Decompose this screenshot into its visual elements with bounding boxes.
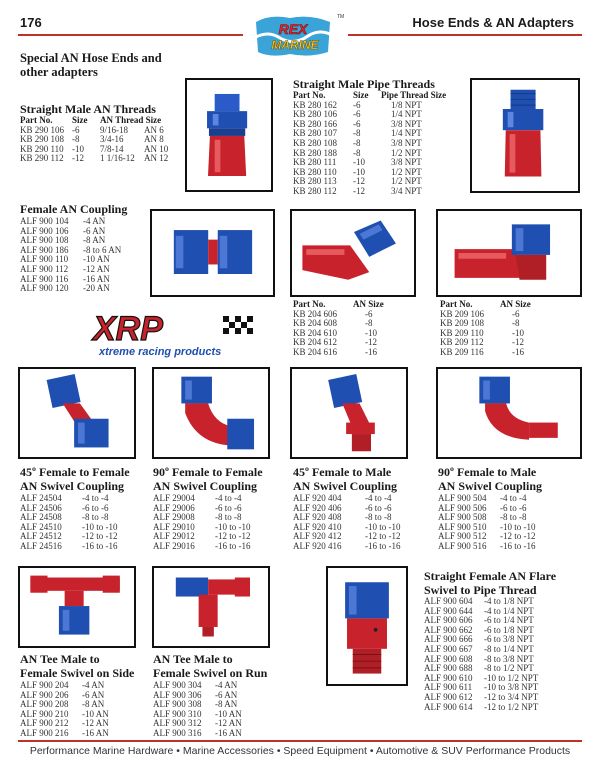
- column-header: AN Thread Size: [100, 115, 162, 125]
- section-title-female-an-coupling: Female AN Coupling: [20, 202, 128, 216]
- table-cell: 1/4 NPT: [391, 109, 422, 120]
- table-cell: AN 6: [144, 124, 164, 135]
- table-cell: ALF 900 504: [438, 493, 487, 503]
- title-line-1: 45º Female to Female: [20, 465, 130, 479]
- table-cell: ALF 900 512: [438, 531, 487, 542]
- table-cell: KB 204 612: [293, 337, 338, 348]
- table-cell: 1/2 NPT: [391, 176, 422, 187]
- table-cell: -6: [353, 99, 361, 110]
- table-cell: KB 204 608: [293, 318, 338, 329]
- table-cell: -10 to 1/2 NPT: [484, 672, 539, 683]
- table-cell: -6 to 1/4 NPT: [484, 615, 534, 626]
- section-title-90-female-female: [153, 465, 263, 493]
- table-cell: 1 1/16-12: [100, 153, 135, 164]
- table-cell: -10: [365, 327, 377, 338]
- table-cell: ALF 900 604: [424, 596, 473, 606]
- table-cell: -6 to -6: [215, 502, 242, 513]
- table-row: [153, 729, 283, 739]
- table-cell: -6: [353, 118, 361, 129]
- table-cell: -4 to -4: [365, 493, 392, 503]
- table-cell: -4 to -4: [82, 493, 109, 503]
- column-header: Part No.: [293, 299, 326, 309]
- table-cell: KB 290 112: [20, 153, 64, 164]
- header-rule: [18, 34, 243, 36]
- table-tee-swivel-run: [153, 681, 283, 739]
- title-line-1: 90º Female to Male: [438, 465, 537, 479]
- table-cell: ALF 900 611: [424, 682, 473, 693]
- brand-logo: [250, 12, 336, 58]
- table-cell: ALF 900 112: [20, 263, 69, 274]
- table-cell: 1/2 NPT: [391, 147, 422, 158]
- table-cell: ALF 900 508: [438, 512, 487, 523]
- table-cell: KB 204 616: [293, 346, 338, 357]
- page-number: 176: [20, 15, 42, 30]
- photo-45-female-female: [18, 367, 136, 459]
- table-cell: 9/16-18: [100, 124, 128, 135]
- table-cell: -12: [353, 176, 365, 187]
- photo-female-an-coupling: [150, 209, 275, 297]
- table-cell: KB 209 108: [440, 318, 485, 329]
- table-cell: -12: [512, 337, 524, 348]
- table-cell: KB 280 112: [293, 185, 337, 196]
- table-cell: -8 AN: [215, 699, 238, 710]
- table-cell: -4 AN: [82, 680, 105, 690]
- table-cell: -8: [353, 147, 361, 158]
- table-cell: -8 to -8: [82, 512, 109, 523]
- table-row: [20, 154, 185, 164]
- table-cell: -16 to -16: [365, 540, 401, 551]
- xrp-logo: [85, 310, 275, 360]
- table-cell: ALF 900 608: [424, 653, 473, 664]
- title-line-2: AN Swivel Coupling: [20, 479, 125, 493]
- table-cell: -8: [365, 318, 373, 329]
- xrp-tagline: xtreme racing products: [99, 346, 222, 358]
- table-cell: -8 to -8: [365, 512, 392, 523]
- title-line-1: AN Tee Male to: [20, 652, 100, 666]
- section-title-straight-male-an: Straight Male AN Threads: [20, 102, 156, 116]
- table-cell: 3/4-16: [100, 134, 124, 145]
- table-row: [20, 542, 150, 552]
- table-cell: -12 to -12: [500, 531, 536, 542]
- table-cell: ALF 900 304: [153, 680, 202, 690]
- table-cell: ALF 900 610: [424, 672, 473, 683]
- column-header: Part No.: [293, 90, 326, 100]
- table-cell: -4 to -4: [500, 493, 527, 503]
- table-row: [293, 542, 423, 552]
- table-cell: -4 to -4: [215, 493, 242, 503]
- table-cell: -10 to -10: [365, 521, 401, 532]
- table-cell: 3/8 NPT: [391, 137, 422, 148]
- header-rule-right: [348, 34, 582, 36]
- column-header: AN Size: [353, 299, 384, 309]
- table-cell: 3/8 NPT: [391, 157, 422, 168]
- table-cell: -4 to 1/4 NPT: [484, 605, 534, 616]
- table-cell: -8: [353, 128, 361, 139]
- table-cell: ALF 920 412: [293, 531, 342, 542]
- table-cell: ALF 24506: [20, 502, 62, 513]
- table-90-female-male: [438, 494, 578, 552]
- table-cell: KB 290 108: [20, 134, 65, 145]
- table-cell: ALF 900 662: [424, 624, 473, 635]
- table-cell: -8 to -8: [500, 512, 527, 523]
- table-cell: -12 to -12: [365, 531, 401, 542]
- table-cell: -12 to -12: [215, 531, 251, 542]
- table-cell: -6 to -6: [82, 502, 109, 513]
- photo-45-hose-end: [290, 209, 416, 297]
- table-cell: KB 280 166: [293, 118, 338, 129]
- table-cell: KB 280 162: [293, 99, 338, 110]
- table-cell: ALF 900 506: [438, 502, 487, 513]
- page-title: Hose Ends & AN Adapters: [412, 15, 574, 30]
- table-cell: -6 AN: [83, 225, 106, 236]
- table-row: [153, 542, 283, 552]
- table-90-female-female: [153, 494, 283, 552]
- table-cell: -6 to 1/8 NPT: [484, 624, 534, 635]
- table-cell: KB 280 108: [293, 137, 338, 148]
- table-cell: KB 290 110: [20, 143, 64, 154]
- table-cell: 7/8-14: [100, 143, 124, 154]
- table-cell: ALF 900 312: [153, 718, 202, 729]
- section-title-45-female-male: [293, 465, 397, 493]
- table-cell: -8: [72, 134, 80, 145]
- table-cell: ALF 900 216: [20, 727, 69, 738]
- photo-90-female-female: [152, 367, 270, 459]
- table-cell: KB 280 106: [293, 109, 338, 120]
- table-45-female-male: [293, 494, 423, 552]
- table-cell: -16 AN: [215, 727, 242, 738]
- table-cell: ALF 900 106: [20, 225, 69, 236]
- table-cell: KB 209 112: [440, 337, 484, 348]
- table-cell: ALF 920 406: [293, 502, 342, 513]
- table-cell: -12: [365, 337, 377, 348]
- footer-rule: [18, 740, 582, 742]
- table-cell: -8: [512, 318, 520, 329]
- table-cell: ALF 29010: [153, 521, 195, 532]
- table-female-flare-pipe: [424, 597, 584, 712]
- table-cell: -10 AN: [215, 708, 242, 719]
- table-cell: ALF 900 688: [424, 663, 473, 674]
- section-title-tee-swivel-run: [153, 652, 267, 680]
- table-45-hose-end: [293, 300, 423, 358]
- table-cell: -8 AN: [83, 235, 106, 246]
- intro-line-2: other adapters: [20, 65, 98, 79]
- table-cell: KB 204 610: [293, 327, 338, 338]
- table-cell: ALF 900 614: [424, 701, 473, 712]
- table-cell: -4 AN: [83, 216, 106, 226]
- table-cell: ALF 900 644: [424, 605, 473, 616]
- table-cell: -6: [72, 124, 80, 135]
- section-title-90-female-male: [438, 465, 542, 493]
- table-cell: KB 280 107: [293, 128, 338, 139]
- table-cell: ALF 900 212: [20, 718, 69, 729]
- table-cell: -8 to 6 AN: [83, 244, 122, 255]
- footer-text: Performance Marine Hardware • Marine Accessories • Speed Equipment • Automotive & SUV Performance Products: [29, 745, 571, 757]
- table-row: [438, 542, 578, 552]
- table-cell: KB 280 113: [293, 176, 337, 187]
- table-cell: ALF 24508: [20, 512, 62, 523]
- table-cell: 1/2 NPT: [391, 166, 422, 177]
- photo-45-female-male: [290, 367, 408, 459]
- table-cell: ALF 29006: [153, 502, 195, 513]
- table-cell: KB 209 106: [440, 308, 485, 319]
- table-cell: ALF 900 510: [438, 521, 487, 532]
- section-title-female-flare-pipe: [424, 569, 556, 597]
- logo-text-bottom: MARINE: [271, 38, 319, 52]
- table-cell: -10: [512, 327, 524, 338]
- photo-tee-swivel-run: [152, 566, 270, 648]
- table-row: [20, 284, 150, 294]
- table-cell: -16 to -16: [215, 540, 251, 551]
- column-header: Part No.: [440, 299, 473, 309]
- title-line-2: Female Swivel on Side: [20, 666, 135, 680]
- table-cell: -12 AN: [215, 718, 242, 729]
- title-line-2: AN Swivel Coupling: [153, 479, 258, 493]
- table-cell: 3/8 NPT: [391, 118, 422, 129]
- table-cell: -10: [72, 143, 84, 154]
- table-cell: ALF 900 116: [20, 273, 69, 284]
- title-line-2: AN Swivel Coupling: [438, 479, 543, 493]
- table-cell: -20 AN: [83, 283, 110, 294]
- table-cell: ALF 900 310: [153, 708, 202, 719]
- table-cell: ALF 920 408: [293, 512, 342, 523]
- table-cell: -16 AN: [82, 727, 109, 738]
- table-cell: ALF 29004: [153, 493, 195, 503]
- table-cell: 1/8 NPT: [391, 99, 422, 110]
- table-cell: -12 AN: [82, 718, 109, 729]
- table-cell: ALF 29008: [153, 512, 195, 523]
- table-cell: ALF 900 208: [20, 699, 69, 710]
- table-cell: -8 to -8: [215, 512, 242, 523]
- section-title-45-female-female: [20, 465, 130, 493]
- table-cell: ALF 900 516: [438, 540, 487, 551]
- table-cell: 1/4 NPT: [391, 128, 422, 139]
- table-cell: -10: [353, 166, 365, 177]
- intro-line-1: Special AN Hose Ends and: [20, 51, 162, 65]
- table-tee-swivel-side: [20, 681, 150, 739]
- table-cell: -10 AN: [82, 708, 109, 719]
- table-straight-male-an: [20, 116, 185, 164]
- table-cell: ALF 900 316: [153, 727, 202, 738]
- column-header: Size: [72, 115, 88, 125]
- table-cell: -12 to -12: [82, 531, 118, 542]
- table-cell: ALF 900 108: [20, 235, 69, 246]
- table-cell: -6: [353, 109, 361, 120]
- table-cell: ALF 900 306: [153, 689, 202, 700]
- table-cell: -16 to -16: [82, 540, 118, 551]
- table-cell: -6: [512, 308, 520, 319]
- table-cell: ALF 29016: [153, 540, 195, 551]
- title-line-2: Swivel to Pipe Thread: [424, 583, 537, 597]
- photo-90-hose-end: [436, 209, 582, 297]
- table-90-hose-end: [440, 300, 570, 358]
- table-cell: -12 to 3/4 NPT: [484, 691, 539, 702]
- table-cell: -6 to -6: [500, 502, 527, 513]
- column-header: Part No.: [20, 115, 53, 125]
- table-cell: KB 204 606: [293, 308, 338, 319]
- table-row: [20, 729, 150, 739]
- table-cell: -10 to -10: [215, 521, 251, 532]
- table-cell: KB 290 106: [20, 124, 65, 135]
- table-cell: -12: [72, 153, 84, 164]
- table-cell: ALF 900 308: [153, 699, 202, 710]
- logo-tm: TM: [337, 14, 345, 20]
- table-cell: ALF 900 667: [424, 643, 473, 654]
- table-cell: ALF 900 206: [20, 689, 69, 700]
- table-cell: -10 AN: [83, 254, 110, 265]
- photo-tee-swivel-side: [18, 566, 136, 648]
- table-cell: KB 280 111: [293, 157, 337, 168]
- table-cell: -12 AN: [83, 263, 110, 274]
- title-line-1: Straight Female AN Flare: [424, 569, 557, 583]
- table-cell: -8 to 3/8 NPT: [484, 653, 534, 664]
- table-cell: ALF 900 204: [20, 680, 69, 690]
- table-cell: ALF 24510: [20, 521, 62, 532]
- table-cell: AN 8: [144, 134, 164, 145]
- title-line-1: 90º Female to Female: [153, 465, 263, 479]
- table-cell: KB 209 116: [440, 346, 484, 357]
- section-title-tee-swivel-side: [20, 652, 134, 680]
- table-cell: KB 280 188: [293, 147, 338, 158]
- table-cell: ALF 24512: [20, 531, 62, 542]
- logo-text-top: REX: [278, 21, 308, 37]
- table-row: [293, 187, 463, 197]
- table-cell: -16 to -16: [500, 540, 536, 551]
- table-cell: -6: [365, 308, 373, 319]
- table-cell: -10 to -10: [500, 521, 536, 532]
- title-line-2: AN Swivel Coupling: [293, 479, 398, 493]
- xrp-logo-text: XRP: [93, 310, 163, 348]
- table-cell: ALF 24516: [20, 540, 62, 551]
- table-cell: -16: [512, 346, 524, 357]
- table-cell: -4 to 1/8 NPT: [484, 596, 534, 606]
- section-title-straight-male-pipe: Straight Male Pipe Threads: [293, 77, 435, 91]
- table-cell: ALF 900 110: [20, 254, 69, 265]
- table-cell: ALF 900 210: [20, 708, 69, 719]
- table-row: [293, 348, 423, 358]
- photo-90-female-male: [436, 367, 582, 459]
- table-row: [440, 348, 570, 358]
- table-cell: KB 280 110: [293, 166, 337, 177]
- title-line-2: Female Swivel on Run: [153, 666, 268, 680]
- table-cell: -12 to 1/2 NPT: [484, 701, 539, 712]
- table-cell: ALF 900 612: [424, 691, 473, 702]
- intro-heading: [20, 51, 162, 79]
- table-cell: AN 12: [144, 153, 169, 164]
- table-cell: KB 209 110: [440, 327, 484, 338]
- column-header: Pipe Thread Size: [381, 90, 447, 100]
- table-cell: -8: [353, 137, 361, 148]
- table-cell: ALF 900 666: [424, 634, 473, 645]
- table-cell: ALF 920 410: [293, 521, 342, 532]
- photo-straight-male-an: [185, 78, 273, 192]
- table-cell: ALF 920 416: [293, 540, 342, 551]
- table-row: [424, 703, 584, 713]
- table-cell: -10 to 3/8 NPT: [484, 682, 539, 693]
- table-cell: ALF 24504: [20, 493, 62, 503]
- title-line-1: AN Tee Male to: [153, 652, 233, 666]
- table-cell: ALF 920 404: [293, 493, 342, 503]
- table-cell: -10: [353, 157, 365, 168]
- table-cell: ALF 900 606: [424, 615, 473, 626]
- table-cell: -6 AN: [82, 689, 105, 700]
- table-cell: ALF 900 104: [20, 216, 69, 226]
- table-cell: -16: [365, 346, 377, 357]
- table-cell: -16 AN: [83, 273, 110, 284]
- photo-female-flare-pipe: [326, 566, 408, 686]
- table-cell: ALF 900 120: [20, 283, 69, 294]
- table-cell: AN 10: [144, 143, 169, 154]
- photo-straight-male-pipe: [470, 78, 580, 193]
- table-cell: -6 to 3/8 NPT: [484, 634, 534, 645]
- table-cell: -8 to 1/4 NPT: [484, 643, 534, 654]
- table-cell: 3/4 NPT: [391, 185, 422, 196]
- table-cell: ALF 900 186: [20, 244, 69, 255]
- column-header: AN Size: [500, 299, 531, 309]
- table-cell: -6 AN: [215, 689, 238, 700]
- table-straight-male-pipe: [293, 91, 463, 197]
- title-line-1: 45º Female to Male: [293, 465, 392, 479]
- table-cell: -4 AN: [215, 680, 238, 690]
- table-cell: -8 to 1/2 NPT: [484, 663, 534, 674]
- table-cell: ALF 29012: [153, 531, 195, 542]
- table-cell: -12: [353, 185, 365, 196]
- table-45-female-female: [20, 494, 150, 552]
- column-header: Size: [353, 90, 369, 100]
- table-cell: -10 to -10: [82, 521, 118, 532]
- table-cell: -6 to -6: [365, 502, 392, 513]
- table-cell: -8 AN: [82, 699, 105, 710]
- table-female-an-coupling: [20, 217, 150, 294]
